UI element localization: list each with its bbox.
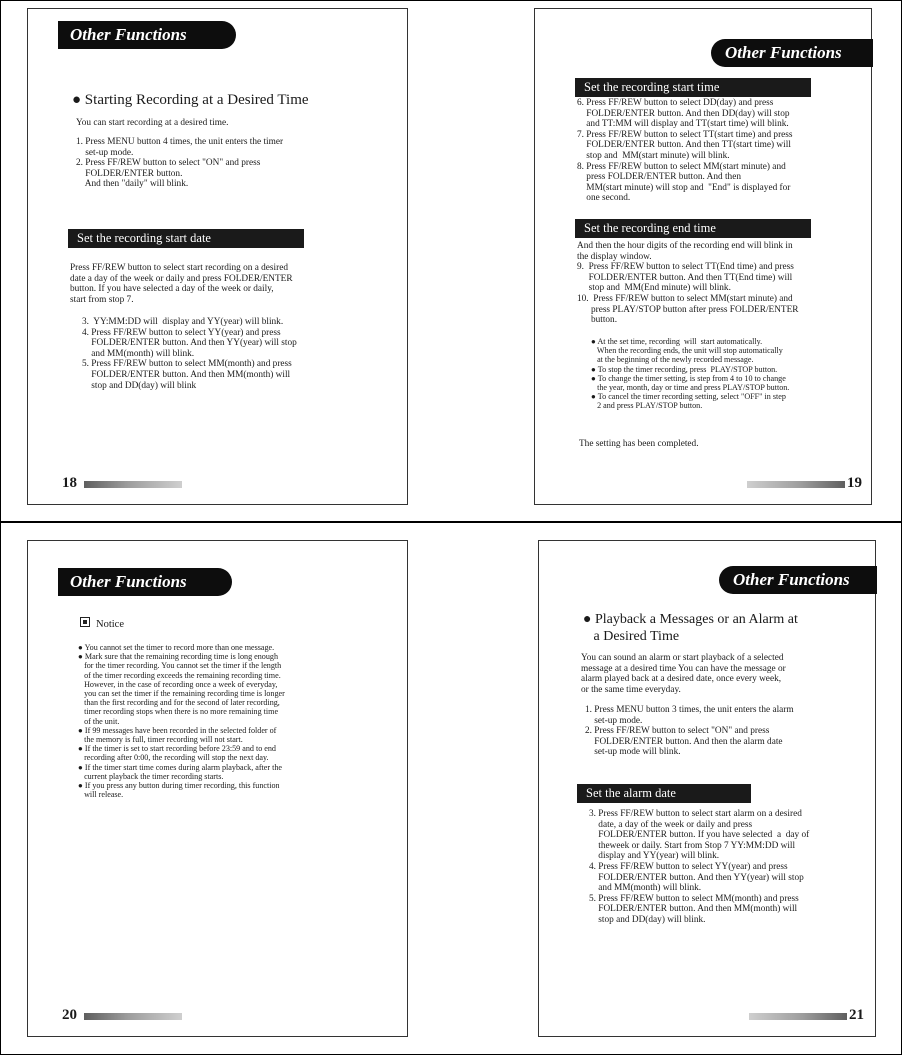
note-line: for the timer recording. You cannot set the timer if the length	[78, 661, 282, 671]
page-18	[27, 8, 408, 505]
frame-divider	[0, 521, 902, 523]
page-19	[534, 8, 872, 505]
intro-paragraph	[581, 653, 786, 695]
note-line: ● At the set time, recording will start automatically.	[591, 337, 763, 346]
note-line: at the beginning of the newly recorded message.	[591, 355, 754, 365]
para-line: button. If you have selected a day of the week or daily,	[70, 284, 274, 295]
step-line: 1. Press MENU button 4 times, the unit enters the timer	[76, 137, 284, 147]
intro-line: You can sound an alarm or start playback of a selected	[581, 653, 784, 663]
step-line: FOLDER/ENTER button. And then MM(month) will	[589, 904, 798, 915]
note-line: will release.	[78, 790, 124, 800]
step-line: 7. Press FF/REW button to select TT(start time) and press	[577, 129, 793, 140]
intro-line: message at a desired time You can have the message or	[581, 663, 786, 674]
step-line: stop and DD(day) will blink	[82, 380, 197, 391]
step-line: And then the hour digits of the recording end will blink in	[577, 241, 793, 251]
para-line: date a day of the week or daily and press FOLDER/ENTER	[70, 273, 293, 284]
step-line: set-up mode.	[585, 715, 643, 726]
section-bar: Set the recording start time	[575, 78, 811, 97]
page-header: Other Functions	[719, 566, 877, 594]
section-title	[583, 611, 798, 645]
page-number-bar	[747, 481, 845, 488]
note-line: ● Mark sure that the remaining recording time is long enough	[78, 652, 278, 662]
step-line: 9. Press FF/REW button to select TT(End time) and press	[577, 262, 794, 273]
step-line: set-up mode will blink.	[585, 747, 681, 758]
step-line: FOLDER/ENTER button. And then YY(year) will stop	[82, 338, 297, 349]
note-line: ● If the timer start time comes during alarm playback, after the	[78, 762, 283, 772]
section-bar: Set the alarm date	[577, 784, 751, 803]
page-header: Other Functions	[58, 568, 232, 596]
step-line: 8. Press FF/REW button to select MM(start minute) and	[577, 161, 786, 172]
step-line: 2. Press FF/REW button to select "ON" and press	[585, 726, 770, 737]
note-line: current playback the timer recording starts.	[78, 771, 224, 781]
note-line: ● To stop the timer recording, press PLAY/STOP button.	[591, 364, 778, 374]
step-line: FOLDER/ENTER button. And then YY(year) will stop	[589, 872, 804, 883]
completion-text: The setting has been completed.	[579, 439, 699, 449]
step-line: MM(start minute) will stop and "End" is displayed for	[577, 182, 791, 193]
step-line: and MM(month) will blink.	[589, 883, 702, 894]
step-line: FOLDER/ENTER button. If you have selected a day of	[589, 830, 810, 841]
note-line: 2 and press PLAY/STOP button.	[591, 401, 703, 411]
step-line: display and YY(year) will blink.	[589, 851, 720, 862]
step-line: 5. Press FF/REW button to select MM(month) and press	[82, 359, 292, 370]
notice-heading	[80, 617, 124, 631]
page-number: 19	[847, 475, 862, 491]
page-number: 21	[849, 1007, 864, 1023]
page-number-bar	[84, 1013, 182, 1020]
step-line: FOLDER/ENTER button. And then TT(End time) will	[577, 272, 793, 283]
steps-list-2	[577, 241, 799, 326]
step-line: 2. Press FF/REW button to select "ON" and press	[76, 158, 261, 169]
note-line: ● You cannot set the timer to record more than one message.	[78, 643, 275, 652]
page-number: 18	[62, 475, 77, 491]
page-21	[538, 540, 876, 1037]
note-line: When the recording ends, the unit will stop automatically	[591, 346, 783, 356]
notes-list	[591, 337, 789, 411]
note-line: ● If 99 messages have been recorded in the selected folder of	[78, 725, 277, 735]
step-line: button.	[577, 315, 618, 326]
step-line: 10. Press FF/REW button to select MM(start minute) and	[577, 293, 793, 304]
step-line: 1. Press MENU button 3 times, the unit enters the alarm	[585, 705, 794, 715]
note-line: than the first recording and for the second of later recording,	[78, 698, 280, 708]
steps-list	[76, 137, 283, 190]
step-line: one second.	[577, 193, 631, 204]
section-bar: Set the recording start date	[68, 229, 304, 248]
page-20	[27, 540, 408, 1037]
note-line: of the unit.	[78, 716, 120, 726]
step-line: And then "daily" will blink.	[76, 179, 189, 190]
page-number: 20	[62, 1007, 77, 1023]
intro-line: alarm played back at a desired date, once every week,	[581, 674, 782, 685]
step-line: stop and MM(start minute) will blink.	[577, 150, 730, 161]
notes-list	[78, 643, 285, 799]
step-line: stop and DD(day) will blink.	[589, 914, 706, 925]
step-line: and MM(month) will blink.	[82, 348, 195, 359]
para-line: Press FF/REW button to select start recording on a desired	[70, 263, 289, 273]
step-line: date, a day of the week or daily and press	[589, 819, 753, 830]
step-line: press PLAY/STOP button after press FOLDER/ENTER	[577, 304, 799, 315]
step-line: stop and MM(End minute) will blink.	[577, 283, 731, 294]
step-line: theweek or daily. Start from Stop 7 YY:MM:DD will	[589, 840, 796, 851]
note-line: recording after 0:00, the recording will stop the next day.	[78, 753, 269, 763]
step-line: FOLDER/ENTER button. And then TT(start time) will	[577, 140, 791, 151]
step-line: 6. Press FF/REW button to select DD(day) and press	[577, 98, 774, 108]
section-paragraph	[70, 263, 293, 305]
note-line: ● To change the timer setting, is step from 4 to 10 to change	[591, 373, 786, 383]
page-header: Other Functions	[711, 39, 873, 67]
note-line: the memory is full, timer recording will not start.	[78, 735, 243, 745]
note-line: ● If the timer is set to start recording before 23:59 and to end	[78, 744, 276, 754]
page-number-bar	[749, 1013, 847, 1020]
page-number-bar	[84, 481, 182, 488]
title-line: ● Playback a Messages or an Alarm at	[583, 612, 798, 627]
step-line: and TT:MM will display and TT(start time) will blink.	[577, 119, 789, 130]
steps-list-2	[82, 317, 297, 391]
step-line: 4. Press FF/REW button to select YY(year) and press	[589, 861, 788, 872]
step-line: set-up mode.	[76, 147, 134, 158]
notice-label: Notice	[96, 619, 124, 630]
intro-text: You can start recording at a desired time.	[76, 118, 229, 128]
step-line: FOLDER/ENTER button. And then DD(day) will stop	[577, 108, 790, 119]
step-line: FOLDER/ENTER button. And then the alarm date	[585, 736, 783, 747]
step-line: 3. Press FF/REW button to select start alarm on a desired	[589, 809, 802, 819]
section-bar: Set the recording end time	[575, 219, 811, 238]
note-line: the year, month, day or time and press PLAY/STOP button.	[591, 383, 790, 393]
step-line: the display window.	[577, 251, 652, 262]
notice-icon	[80, 617, 90, 627]
note-line: However, in the case of recording once a week of everyday,	[78, 679, 278, 689]
step-line: 3. YY:MM:DD will display and YY(year) will blink.	[82, 317, 284, 327]
step-line: press FOLDER/ENTER button. And then	[577, 172, 741, 183]
steps-list	[585, 705, 794, 758]
step-line: 4. Press FF/REW button to select YY(year) and press	[82, 327, 281, 338]
steps-list	[577, 98, 793, 204]
step-line: FOLDER/ENTER button.	[76, 168, 183, 179]
note-line: you can set the timer if the remaining recording time is longer	[78, 689, 285, 699]
title-line: a Desired Time	[583, 629, 680, 644]
step-line: FOLDER/ENTER button. And then MM(month) will	[82, 369, 291, 380]
note-line: timer recording stops when there is no more remaining time	[78, 707, 279, 717]
page-header: Other Functions	[58, 21, 236, 49]
intro-line: or the same time everyday.	[581, 684, 681, 695]
para-line: start from stop 7.	[70, 294, 134, 305]
note-line: ● To cancel the timer recording setting, select "OFF" in step	[591, 392, 786, 402]
step-line: 5. Press FF/REW button to select MM(month) and press	[589, 893, 799, 904]
section-title: ● Starting Recording at a Desired Time	[72, 92, 309, 108]
note-line: of the timer recording exceeds the remaining recording time.	[78, 670, 281, 680]
note-line: ● If you press any button during timer recording, this function	[78, 781, 280, 791]
steps-list-2	[589, 809, 809, 926]
